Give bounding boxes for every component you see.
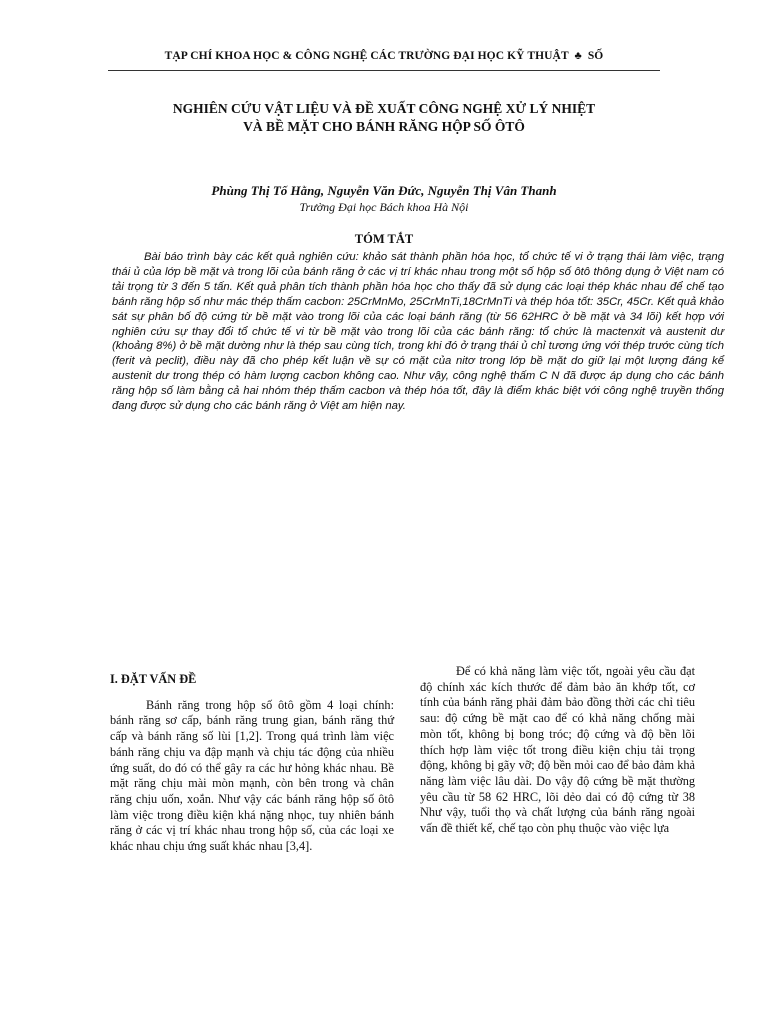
affiliation: Trường Đại học Bách khoa Hà Nội [299,200,469,214]
header-rule [108,70,660,71]
body-paragraph: Để có khả năng làm việc tốt, ngoài yêu cầu đạt độ chính xác kích thước để đảm bảo ăn khớp tốt, cơ tính của bánh răng phải đảm bảo đồng thời các chỉ tiêu sau: độ cứng bề mặt cao để có khả năng chống mài mòn tốt, không bị bong tróc; độ cứng và độ bền lõi thích hợp làm việc tốt trong điều kiện chịu tải trọng động, không bị gãy vỡ; độ bền mỏi cao để bảo đảm khả năng làm việc lâu dài. Do vậy độ cứng bề mặt thường yêu cầu từ 58 62 HRC, lõi dẻo dai có độ cứng từ 38 Như vậy, tuổi thọ và chất lượng của bánh răng ngoài vấn đề thiết kế, chế tạo còn phụ thuộc vào việc lựa [420,664,695,836]
abstract-text [112,250,724,414]
title-line-1: NGHIÊN CỨU VẬT LIỆU VÀ ĐỀ XUẤT CÔNG NGHỆ XỬ LÝ NHIỆT [172,101,596,116]
body-paragraph: Bánh răng trong hộp số ôtô gồm 4 loại chính: bánh răng sơ cấp, bánh răng trung gian, bánh răng thứ cấp và bánh răng số lùi [1,2]. Trong quá trình làm việc bánh răng chịu va đập mạnh và chịu tác động của nhiều ứng suất, do đó có thể gây ra các hư hỏng khác nhau. Bề mặt răng chịu mài mòn mạnh, còn bên trong và chân răng chịu uốn, xoắn. Như vậy các bánh răng hộp số ôtô làm việc trong điều kiện khá nặng nhọc, tuy nhiên bánh răng ở các vị trí khác nhau trong hộp số, của các loại xe khác nhau chịu ứng suất khác nhau [3,4]. [110,697,394,854]
paper-title [108,100,660,136]
section-heading: I. ĐẶT VẤN ĐỀ [110,672,197,686]
abstract-body: Bài báo trình bày các kết quả nghiên cứu: khảo sát thành phần hóa học, tổ chức tế vi ở trạng thái làm việc, trạng thái ủ của lớp bề mặt và trong lõi của bánh răng ở các vị trí khác nhau trong một số hộp số ôtô thông dụng ở Việt nam có tải trọng từ 3 đến 5 tấn. Kết quả phân tích thành phần hóa học cho thấy đã sử dụng các loại thép khác nhau để chế tạo bánh răng hộp số như mác thép thấm cacbon: 25CrMnMo, 25CrMnTi,18CrMnTi và thép hóa tốt: 35Cr, 45Cr. Kết quả khảo sát sự phân bố độ cứng từ bề mặt vào trong lõi của các loại bánh răng (từ 56 62HRC ở bề mặt và 34 lõi) kết hợp với nghiên cứu sự thay đổi tổ chức tế vi từ bề mặt vào trong lõi của các bánh răng: tổ chức là mactenxit và austenit dư (khoảng 8%) ở bề mặt dường như là thép sau cùng tích, trong khi đó ở trạng thái ủ chỉ tương ứng với thép trước cùng tích (ferit và peclit), điều này đã cho phép kết luận về sự có mặt của nitơ trong lớp bề mặt do giữ lại một lượng đáng kể austenit dư trong thép có hàm lượng cacbon không cao. Như vậy, công nghệ thấm C N đã được áp dụng cho các bánh răng hộp số làm bằng cả hai nhóm thép thấm cacbon và thép hóa tốt, đây là điểm khác biệt với công nghệ truyền thống đang được sử dụng cho các bánh răng ở Việt am hiện nay. [112,251,724,413]
abstract-heading: TÓM TẮT [354,232,414,246]
authors: Phùng Thị Tố Hằng, Nguyễn Văn Đức, Nguyễn Thị Vân Thanh [211,183,557,198]
journal-name: TẠP CHÍ KHOA HỌC & CÔNG NGHỆ CÁC TRƯỜNG ĐẠI HỌC KỸ THUẬT [164,50,569,62]
journal-header [108,50,660,62]
left-column [110,672,394,855]
club-symbol-icon: ♣ [574,50,582,62]
title-line-2: VÀ BỀ MẶT CHO BÁNH RĂNG HỘP SỐ ÔTÔ [243,119,525,134]
issue-label: SỐ [587,50,604,62]
right-column [420,664,695,837]
